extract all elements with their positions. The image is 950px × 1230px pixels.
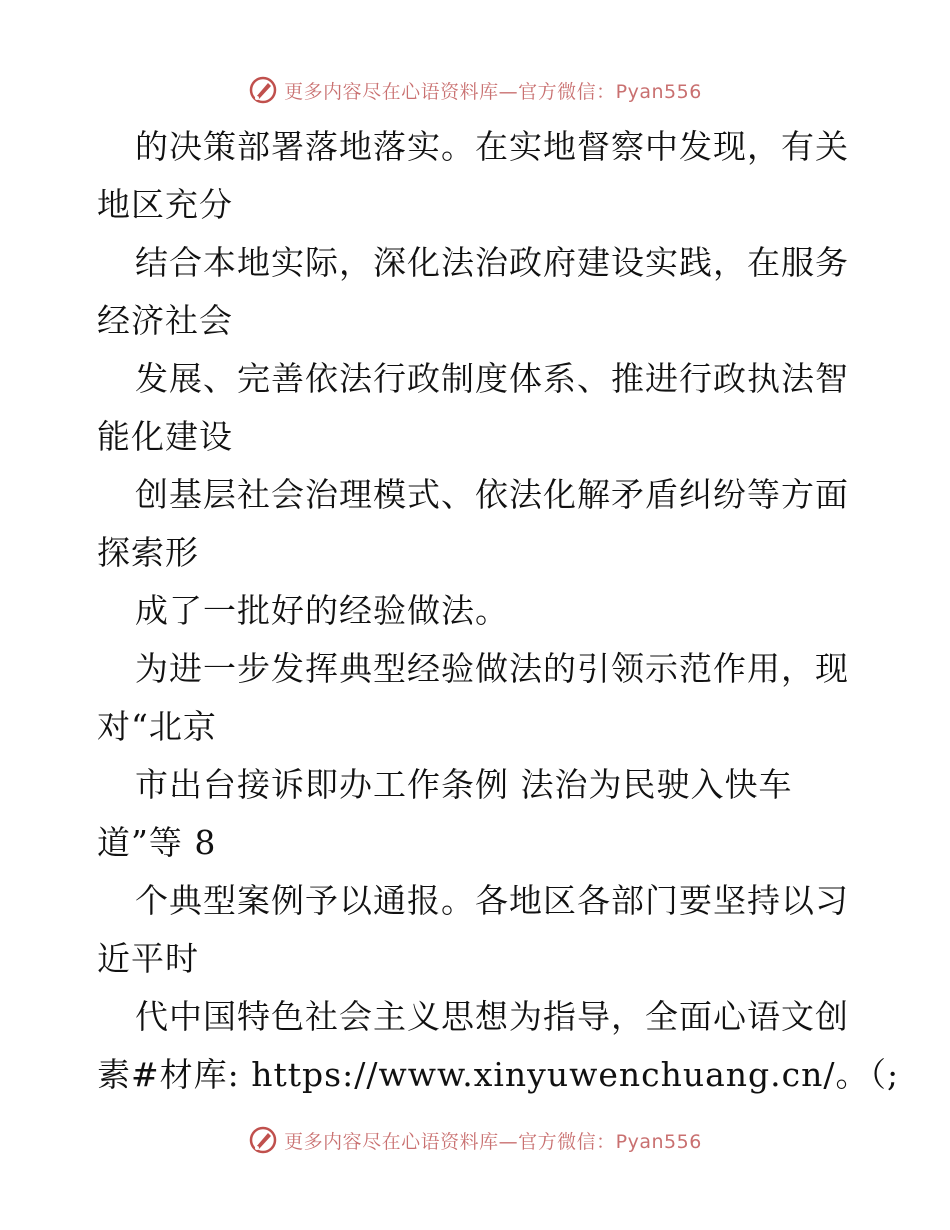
body-line: 结合本地实际，深化法治政府建设实践，在服务 — [135, 243, 849, 282]
body-line: 市出台接诉即办工作条例 法治为民驶入快车 — [135, 765, 793, 804]
pen-logo-icon — [248, 75, 278, 105]
header-banner-text: 更多内容尽在心语资料库—官方微信：Pyan556 — [284, 80, 702, 103]
body-line: 道”等 8 — [97, 823, 217, 862]
header-banner — [0, 70, 950, 110]
body-line: 为进一步发挥典型经验做法的引领示范作用，现 — [135, 649, 849, 688]
body-line: 对“北京 — [97, 707, 217, 746]
body-line: 近平时 — [97, 939, 199, 978]
body-line: 的决策部署落地落实。在实地督察中发现，有关 — [135, 127, 849, 166]
body-line: 探索形 — [97, 533, 199, 572]
pen-logo-icon — [248, 1125, 278, 1155]
footer-banner — [0, 1120, 950, 1160]
footer-banner-text: 更多内容尽在心语资料库—官方微信：Pyan556 — [284, 1130, 702, 1153]
body-line: 成了一批好的经验做法。 — [135, 591, 509, 630]
body-line-link[interactable]: 素#材库: https://www.xinyuwenchuang.cn/。（; — [97, 1055, 900, 1094]
body-line: 创基层社会治理模式、依法化解矛盾纠纷等方面 — [135, 475, 849, 514]
body-line: 代中国特色社会主义思想为指导，全面心语文创 — [135, 997, 849, 1036]
document-body — [97, 118, 900, 1104]
body-line: 能化建设 — [97, 417, 233, 456]
body-line: 经济社会 — [97, 301, 233, 340]
body-line: 个典型案例予以通报。各地区各部门要坚持以习 — [135, 881, 849, 920]
body-line: 发展、完善依法行政制度体系、推进行政执法智 — [135, 359, 849, 398]
body-line: 地区充分 — [97, 185, 233, 224]
